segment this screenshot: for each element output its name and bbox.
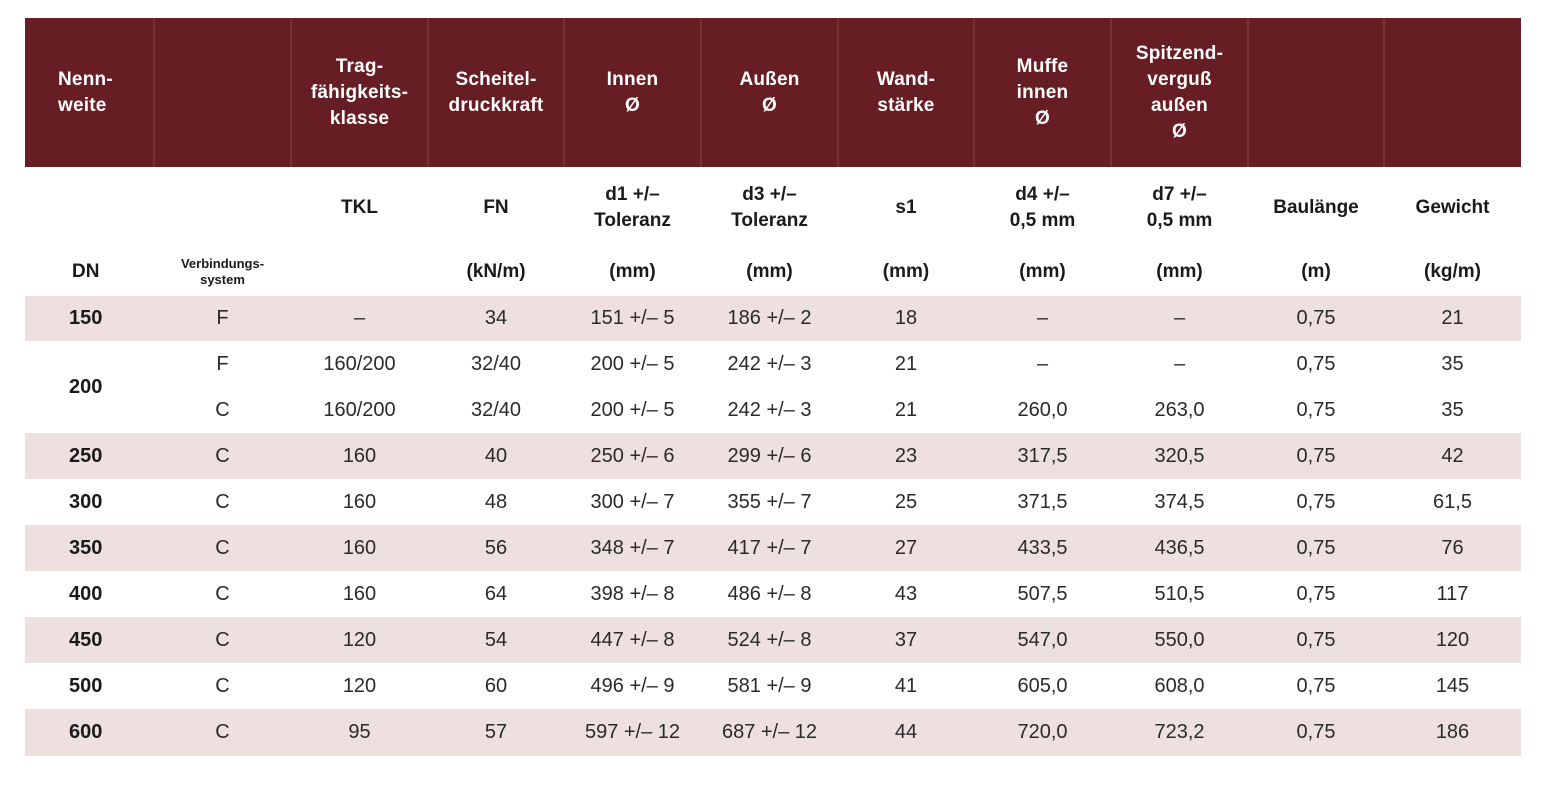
cell-tkl: 160/200 [323,398,396,421]
cell-d7: 263,0 [1154,398,1205,421]
header-line: Wand- [876,68,936,90]
pipe-dimensions-table [25,18,1521,756]
cell-d3: 687 +/– 12 [701,709,838,756]
symbol-fn: FN [483,196,509,218]
dn-cell: 400 [69,582,103,605]
cell-bl: 0,75 [1296,674,1336,697]
table-row [25,387,1521,433]
col-header-muffe [974,18,1111,167]
col-header-nennweite [25,18,154,167]
symbol-d1 [564,167,701,248]
cell-sys: C [154,525,291,571]
cell-d7: 510,5 [1154,582,1205,605]
symbol-gewicht: Gewicht [1415,196,1490,218]
cell-gw: 42 [1384,433,1521,479]
header-line: Ø [625,94,640,116]
cell-gw: 145 [1435,674,1470,697]
cell-bl: 0,75 [1248,617,1384,663]
table-row [25,341,1521,387]
table-row [25,617,1521,663]
cell-d4: 507,5 [1017,582,1068,605]
cell-d7: – [1173,352,1186,375]
header-line: Muffe [1016,55,1069,77]
cell-sys: C [215,674,230,697]
cell-fn: 32/40 [470,352,522,375]
cell-gw: 186 [1384,709,1521,756]
unit-d3: (mm) [746,261,793,282]
cell-d1: 300 +/– 7 [590,490,675,513]
cell-d7: 723,2 [1111,709,1248,756]
table-row [25,479,1521,525]
cell-sys: C [154,617,291,663]
cell-d3: 186 +/– 2 [701,296,838,341]
cell-d3: 299 +/– 6 [701,433,838,479]
cell-bl: 0,75 [1296,398,1336,421]
cell-fn: 32/40 [470,398,522,421]
dn-cell: 500 [69,674,103,697]
header-line: d7 +/– [1152,183,1207,205]
symbol-d7 [1111,167,1248,248]
unit-d4: (mm) [1019,261,1066,282]
table-row [25,525,1521,571]
col-header-baulaenge [1248,18,1384,167]
cell-gw: 21 [1384,296,1521,341]
cell-s1: 21 [894,398,918,421]
cell-tkl: – [291,296,428,341]
cell-d7: – [1111,296,1248,341]
header-line: Innen [606,68,659,90]
header-line: Scheitel- [455,68,537,90]
cell-fn: 48 [484,490,508,513]
cell-d1: 597 +/– 12 [564,709,701,756]
cell-tkl: 160 [291,433,428,479]
cell-sys: F [154,296,291,341]
col-header-aussen [701,18,838,167]
header-line: Toleranz [594,209,671,231]
table-row [25,571,1521,617]
cell-s1: 25 [894,490,918,513]
header-band [25,18,1521,167]
cell-d7: 608,0 [1154,674,1205,697]
cell-d4: 720,0 [974,709,1111,756]
cell-s1: 43 [894,582,918,605]
unit-gewicht: (kg/m) [1424,261,1481,282]
cell-bl: 0,75 [1296,582,1336,605]
cell-d3: 417 +/– 7 [701,525,838,571]
col-header-verbindung [154,18,291,167]
dn-cell: 250 [25,433,154,479]
cell-s1: 37 [838,617,974,663]
header-line: Ø [1172,120,1187,142]
cell-gw: 61,5 [1433,490,1472,513]
cell-tkl: 120 [342,674,377,697]
unit-d7: (mm) [1156,261,1203,282]
header-line: d3 +/– [742,183,797,205]
unit-d1: (mm) [609,261,656,282]
header-line: Verbindungs- [180,256,265,271]
cell-d4: – [974,296,1111,341]
cell-d7: 550,0 [1111,617,1248,663]
col-header-fn [428,18,564,167]
table-row [25,709,1521,756]
cell-tkl: 160 [291,525,428,571]
cell-tkl: 95 [291,709,428,756]
header-line: Spitzend- [1135,42,1224,64]
header-line: verguß [1147,68,1212,90]
cell-d1: 348 +/– 7 [564,525,701,571]
cell-sys: C [215,398,230,421]
cell-s1: 44 [838,709,974,756]
cell-d3: 486 +/– 8 [727,582,812,605]
header-line: druckkraft [448,94,544,116]
col-header-tkl [291,18,428,167]
cell-tkl: 160/200 [323,352,396,375]
header-line: Ø [762,94,777,116]
dn-cell: 150 [25,296,154,341]
header-line: d4 +/– [1015,183,1070,205]
dn-cell: 600 [25,709,154,756]
cell-bl: 0,75 [1248,709,1384,756]
col-header-spitzend [1111,18,1248,167]
header-line: Außen [739,68,800,90]
cell-fn: 54 [428,617,564,663]
cell-d7: 436,5 [1111,525,1248,571]
table-row [25,296,1521,341]
cell-tkl: 160 [342,490,377,513]
table-body [25,296,1521,756]
header-line: system [200,272,245,287]
header-line: innen [1016,81,1069,103]
unit-fn: (kN/m) [466,261,526,282]
cell-d1: 151 +/– 5 [564,296,701,341]
cell-d1: 200 +/– 5 [590,352,675,375]
header-line: d1 +/– [605,183,660,205]
header-line: Ø [1035,107,1050,129]
dn-cell: 300 [69,490,103,513]
cell-gw: 35 [1441,398,1464,421]
cell-d1: 496 +/– 9 [590,674,675,697]
unit-tkl-empty [291,248,428,296]
unit-dn: DN [72,261,100,282]
cell-sys: F [216,352,229,375]
cell-d4: 433,5 [974,525,1111,571]
cell-d4: 547,0 [974,617,1111,663]
cell-d4: 260,0 [1017,398,1068,421]
cell-d3: 242 +/– 3 [727,398,812,421]
header-line: 0,5 mm [1146,209,1213,231]
unit-row [25,248,1521,296]
cell-d4: 605,0 [1017,674,1068,697]
cell-d3: 242 +/– 3 [727,352,812,375]
cell-fn: 56 [428,525,564,571]
header-line: fähigkeits- [310,81,409,103]
cell-sys: C [154,709,291,756]
symbol-d3 [701,167,838,248]
cell-bl: 0,75 [1296,352,1336,375]
cell-bl: 0,75 [1248,296,1384,341]
cell-d7: 320,5 [1111,433,1248,479]
table-row [25,663,1521,709]
cell-sys: C [215,582,230,605]
header-line: weite [58,94,107,116]
cell-gw: 120 [1384,617,1521,663]
cell-s1: 21 [894,352,918,375]
cell-d3: 581 +/– 9 [727,674,812,697]
cell-d3: 355 +/– 7 [727,490,812,513]
header-line: außen [1151,94,1208,116]
cell-d4: – [1036,352,1049,375]
symbol-baulaenge: Baulänge [1273,196,1359,218]
header-line: 0,5 mm [1009,209,1076,231]
header-line: Toleranz [731,209,808,231]
col-header-wand [838,18,974,167]
cell-tkl: 120 [291,617,428,663]
cell-gw: 35 [1441,352,1464,375]
table-row [25,433,1521,479]
cell-fn: 34 [428,296,564,341]
cell-s1: 18 [838,296,974,341]
cell-d1: 447 +/– 8 [564,617,701,663]
symbol-d4 [974,167,1111,248]
cell-fn: 40 [428,433,564,479]
header-line: Trag- [335,55,384,77]
cell-d1: 250 +/– 6 [564,433,701,479]
cell-sys: C [215,490,230,513]
cell-gw: 76 [1384,525,1521,571]
symbol-s1: s1 [895,196,917,218]
cell-s1: 23 [838,433,974,479]
cell-s1: 27 [838,525,974,571]
cell-fn: 64 [484,582,508,605]
unit-verbindung [154,248,291,296]
dn-cell: 350 [25,525,154,571]
unit-s1: (mm) [882,261,930,282]
dn-cell: 450 [25,617,154,663]
unit-baulaenge: (m) [1301,261,1331,282]
cell-bl: 0,75 [1296,490,1336,513]
cell-d4: 317,5 [974,433,1111,479]
dn-cell: 200 [69,375,103,398]
header-line: stärke [877,94,935,116]
col-header-innen [564,18,701,167]
cell-bl: 0,75 [1248,433,1384,479]
header-line: klasse [329,107,390,129]
cell-d7: 374,5 [1154,490,1205,513]
cell-d1: 200 +/– 5 [590,398,675,421]
cell-d3: 524 +/– 8 [701,617,838,663]
cell-fn: 60 [484,674,508,697]
cell-fn: 57 [428,709,564,756]
symbol-tkl: TKL [341,196,378,218]
cell-tkl: 160 [342,582,377,605]
col-header-gewicht [1384,18,1521,167]
cell-bl: 0,75 [1248,525,1384,571]
symbol-empty-dn [25,167,154,248]
symbol-empty-verbindung [154,167,291,248]
cell-sys: C [154,433,291,479]
symbol-row [25,167,1521,248]
header-line: Nenn- [58,68,113,90]
cell-gw: 117 [1436,582,1469,605]
cell-s1: 41 [894,674,918,697]
cell-d1: 398 +/– 8 [590,582,675,605]
cell-d4: 371,5 [1017,490,1068,513]
